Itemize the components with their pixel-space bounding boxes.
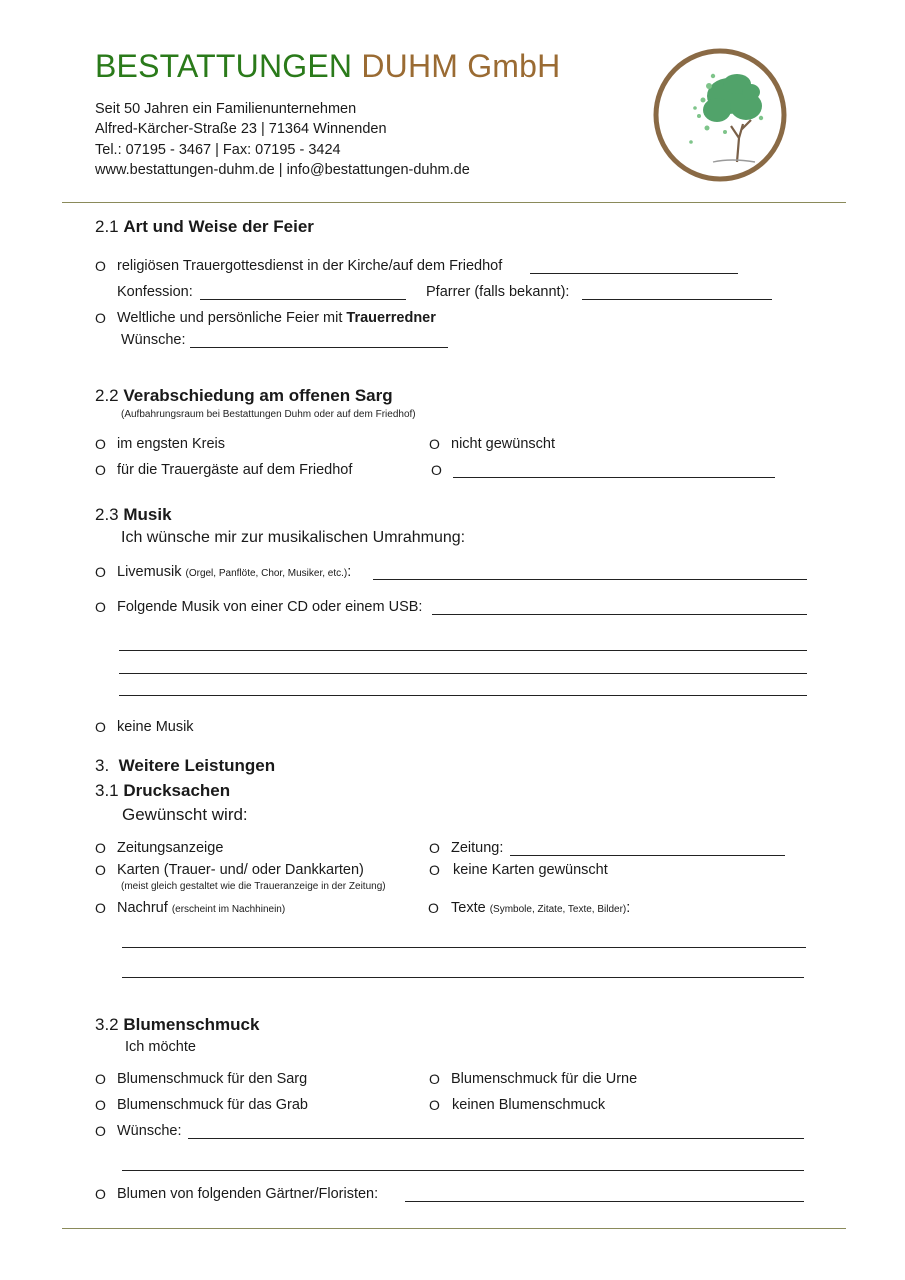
radio-option[interactable]: O bbox=[429, 840, 440, 856]
option-live-music: Livemusik (Orgel, Panflöte, Chor, Musiker, etc.): bbox=[117, 564, 352, 580]
option-florist: Blumen von folgenden Gärtner/Floristen: bbox=[117, 1186, 379, 1202]
radio-option[interactable]: O bbox=[429, 436, 440, 452]
section-3-2-heading: 3.2 Blumenschmuck bbox=[95, 1015, 260, 1034]
option-mourners-cemetery: für die Trauergäste auf dem Friedhof bbox=[117, 462, 353, 478]
option-no-flowers: keinen Blumenschmuck bbox=[452, 1097, 606, 1113]
music-intro: Ich wünsche mir zur musikalischen Umrahmung: bbox=[121, 529, 466, 546]
radio-option[interactable]: O bbox=[95, 564, 106, 580]
flower-wishes-line[interactable] bbox=[122, 1170, 804, 1171]
option-secular-ceremony: Weltliche und persönliche Feier mit Trauerredner bbox=[117, 310, 436, 326]
wishes-label: Wünsche: bbox=[121, 332, 186, 348]
radio-option[interactable]: O bbox=[95, 862, 106, 878]
option-cards: Karten (Trauer- und/ oder Dankkarten) bbox=[117, 862, 364, 878]
radio-option[interactable]: O bbox=[95, 1097, 106, 1113]
option-no-music: keine Musik bbox=[117, 719, 194, 735]
cards-note: (meist gleich gestaltet wie die Traueranzeige in der Zeitung) bbox=[121, 881, 386, 892]
newspaper-field[interactable] bbox=[510, 855, 785, 856]
radio-option[interactable]: O bbox=[95, 436, 106, 452]
radio-option[interactable]: O bbox=[95, 310, 106, 326]
church-service-field[interactable] bbox=[530, 273, 738, 274]
address: Alfred-Kärcher-Straße 23 | 71364 Winnenden bbox=[95, 121, 387, 137]
option-no-cards: keine Karten gewünscht bbox=[453, 862, 608, 878]
music-line[interactable] bbox=[119, 673, 807, 674]
flower-wishes-label: Wünsche: bbox=[117, 1123, 182, 1139]
tagline: Seit 50 Jahren ein Familienunternehmen bbox=[95, 101, 357, 117]
option-church-service: religiösen Trauergottesdienst in der Kirche/auf dem Friedhof bbox=[117, 258, 503, 274]
radio-option[interactable]: O bbox=[95, 1186, 106, 1202]
pfarrer-field[interactable] bbox=[582, 299, 772, 300]
radio-option[interactable]: O bbox=[429, 1071, 440, 1087]
radio-option[interactable]: O bbox=[95, 1071, 106, 1087]
section-2-3-heading: 2.3 Musik bbox=[95, 505, 172, 524]
radio-option[interactable]: O bbox=[431, 462, 442, 478]
texts-line[interactable] bbox=[122, 977, 804, 978]
flower-wishes-field[interactable] bbox=[188, 1138, 804, 1139]
radio-option[interactable]: O bbox=[95, 1123, 106, 1139]
texts-line[interactable] bbox=[122, 947, 806, 948]
music-line[interactable] bbox=[119, 650, 807, 651]
newspaper-label: Zeitung: bbox=[451, 840, 504, 856]
web-email: www.bestattungen-duhm.de | info@bestattungen-duhm.de bbox=[95, 162, 470, 178]
konfession-label: Konfession: bbox=[117, 284, 193, 300]
konfession-field[interactable] bbox=[200, 299, 406, 300]
option-texts: Texte (Symbole, Zitate, Texte, Bilder): bbox=[451, 900, 631, 916]
music-line[interactable] bbox=[119, 695, 807, 696]
radio-option[interactable]: O bbox=[95, 462, 106, 478]
radio-option[interactable]: O bbox=[95, 719, 106, 735]
radio-option[interactable]: O bbox=[95, 599, 106, 615]
print-intro: Gewünscht wird: bbox=[122, 805, 248, 824]
option-cd-usb: Folgende Musik von einer CD oder einem USB: bbox=[117, 599, 423, 615]
pfarrer-label: Pfarrer (falls bekannt): bbox=[426, 284, 570, 300]
section-3-1-heading: 3.1 Drucksachen bbox=[95, 781, 231, 800]
company-name-brown: DUHM GmbH bbox=[361, 48, 561, 84]
phone-fax: Tel.: 07195 - 3467 | Fax: 07195 - 3424 bbox=[95, 142, 341, 158]
radio-option[interactable]: O bbox=[95, 258, 106, 274]
radio-option[interactable]: O bbox=[429, 862, 440, 878]
section-3-heading: 3. Weitere Leistungen bbox=[95, 756, 276, 775]
company-name-green: BESTATTUNGEN bbox=[95, 48, 353, 84]
option-closest-circle: im engsten Kreis bbox=[117, 436, 225, 452]
live-music-field[interactable] bbox=[373, 579, 807, 580]
radio-option[interactable]: O bbox=[428, 900, 439, 916]
option-flowers-coffin: Blumenschmuck für den Sarg bbox=[117, 1071, 308, 1087]
footer-divider bbox=[62, 1228, 846, 1229]
cd-usb-field[interactable] bbox=[432, 614, 807, 615]
company-name bbox=[95, 48, 560, 85]
other-field[interactable] bbox=[453, 477, 775, 478]
radio-option[interactable]: O bbox=[429, 1097, 440, 1113]
radio-option[interactable]: O bbox=[95, 900, 106, 916]
section-2-2-heading: 2.2 Verabschiedung am offenen Sarg bbox=[95, 386, 393, 405]
section-2-1-heading: 2.1 Art und Weise der Feier bbox=[95, 217, 314, 236]
option-newspaper-ad: Zeitungsanzeige bbox=[117, 840, 224, 856]
option-flowers-grave: Blumenschmuck für das Grab bbox=[117, 1097, 308, 1113]
tree-logo-icon bbox=[651, 46, 789, 184]
option-obituary: Nachruf (erscheint im Nachhinein) bbox=[117, 900, 286, 916]
option-flowers-urn: Blumenschmuck für die Urne bbox=[451, 1071, 638, 1087]
header-divider bbox=[62, 202, 846, 203]
option-not-wanted: nicht gewünscht bbox=[451, 436, 555, 452]
wishes-field[interactable] bbox=[190, 347, 448, 348]
radio-option[interactable]: O bbox=[95, 840, 106, 856]
section-2-2-note: (Aufbahrungsraum bei Bestattungen Duhm oder auf dem Friedhof) bbox=[121, 409, 416, 420]
florist-field[interactable] bbox=[405, 1201, 804, 1202]
flowers-intro: Ich möchte bbox=[125, 1039, 196, 1055]
